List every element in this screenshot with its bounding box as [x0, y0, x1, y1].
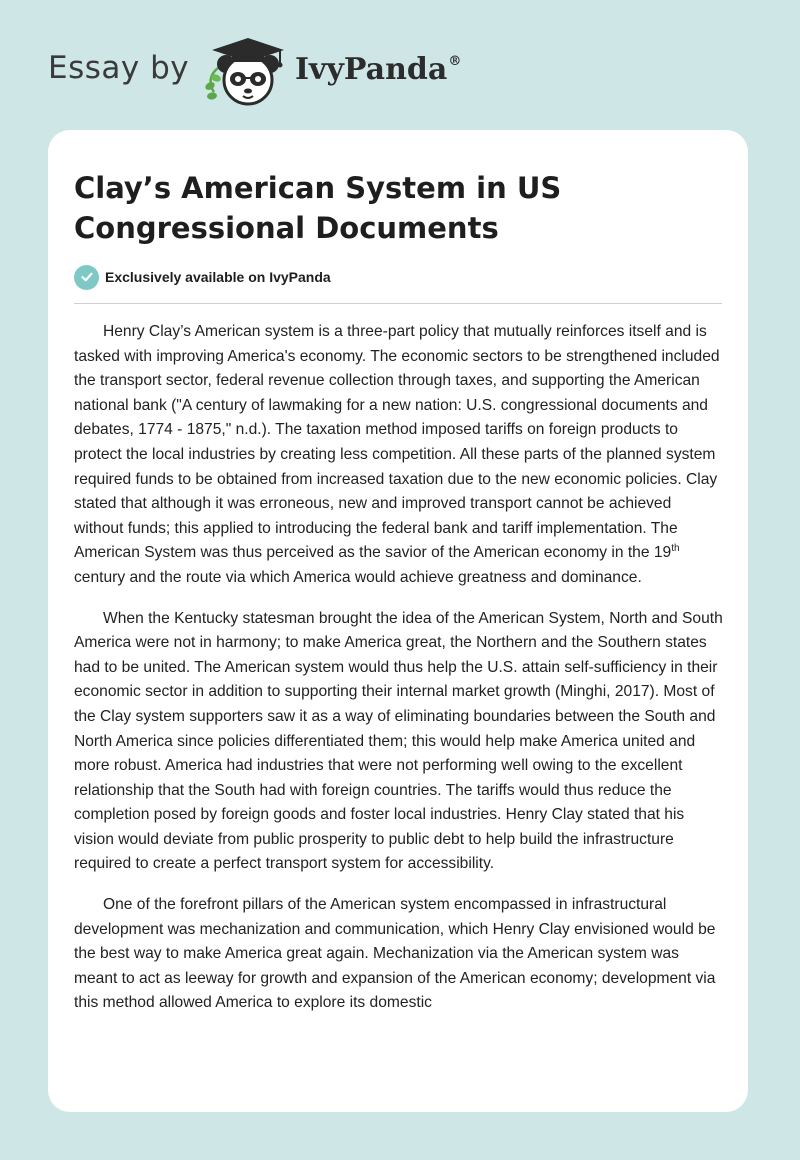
- brand-name: IvyPanda: [295, 52, 448, 87]
- paragraph-1-text-end: century and the route via which America would achieve greatness and dominance.: [74, 568, 642, 586]
- exclusive-label: Exclusively available on IvyPanda: [105, 269, 331, 285]
- registered-mark: ®: [448, 54, 462, 69]
- essay-body: [74, 320, 724, 1032]
- panda-logo-icon[interactable]: [200, 34, 292, 110]
- paragraph-2: When the Kentucky statesman brought the idea of the American System, North and South America were not in harmony; to make America great, the Northern and the Southern states had to be united. The American system would thus help the U.S. attain self-sufficiency in their economic sector in addition to supporting their internal market growth (Minghi, 2017). Most of the Clay system supporters saw it as a way of eliminating boundaries between the South and North America since policies differentiated them; this would help make America united and more robust. America had industries that were not performing well owing to the excellent relationship that the South had with foreign countries. The tariffs would thus reduce the completion posed by foreign goods and foster local industries. Henry Clay stated that his vision would deviate from public prosperity to public debt to help build the infrastructure required to create a perfect transport system for accessibility.: [74, 609, 723, 873]
- check-icon: [74, 265, 99, 290]
- paragraph-1: [74, 320, 724, 591]
- site-header: [0, 0, 800, 120]
- essay-by-label: Essay by: [48, 50, 190, 86]
- paragraph-1-text: Henry Clay’s American system is a three-part policy that mutually reinforces itself and is tasked with improving America's economy. The economic sectors to be strengthened included the transport sector, federal revenue collection through taxes, and supporting the American national bank ("A century of lawmaking for a new nation: U.S. congressional documents and debates, 1774 - 1875," n.d.). The taxation method imposed tariffs on foreign products to protect the local industries by creating less competition. All these parts of the planned system required funds to be obtained from increased taxation due to the new economic policies. Clay stated that although it was erroneous, new and improved transport cannot be achieved without funds; this applied to introducing the federal bank and tariff implementation. The American System was thus perceived as the savior of the American economy in the 19: [74, 323, 720, 562]
- brand-logo-text[interactable]: [295, 52, 461, 87]
- paragraph-3: One of the forefront pillars of the American system encompassed in infrastructural development was mechanization and communication, which Henry Clay envisioned would be the best way to make America great again. Mechanization via the American system was meant to act as leeway for growth and expansion of the American economy; development via this method allowed America to explore its domestic: [74, 896, 716, 1012]
- title-divider: [74, 303, 722, 304]
- essay-title: Clay’s American System in US Congressional Documents: [74, 171, 562, 245]
- ordinal-suffix: th: [671, 543, 680, 555]
- essay-card: [48, 130, 748, 1112]
- exclusive-badge: [74, 264, 331, 290]
